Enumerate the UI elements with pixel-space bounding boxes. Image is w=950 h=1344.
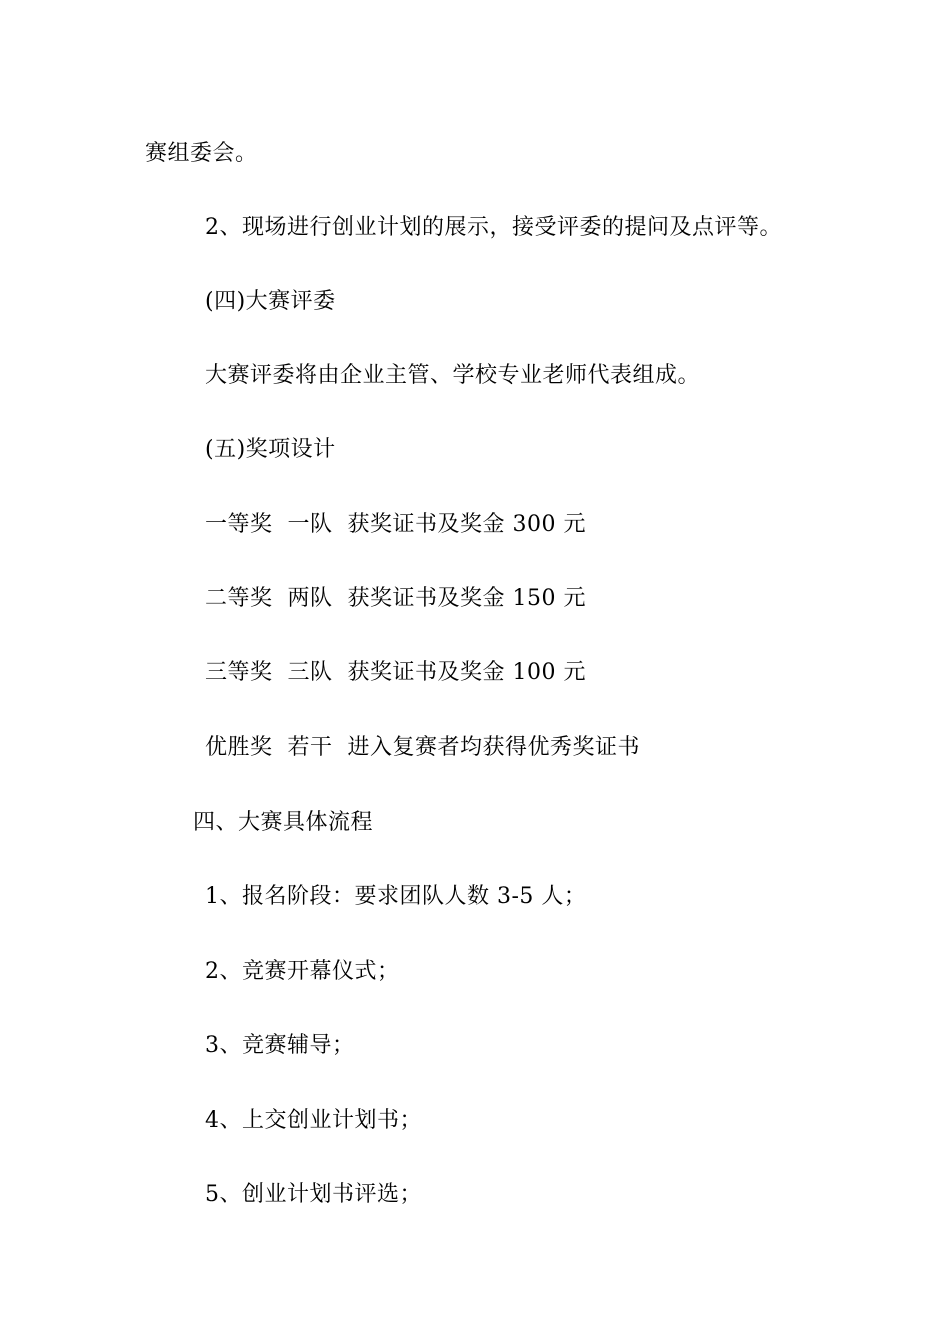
award-line-first-prize: 一等奖 一队 获奖证书及奖金 300 元 — [205, 512, 586, 537]
process-step-3: 3、竞赛辅导； — [205, 1033, 355, 1058]
section-heading-process: 四、大赛具体流程 — [193, 810, 374, 835]
award-line-third-prize: 三等奖 三队 获奖证书及奖金 100 元 — [205, 660, 586, 685]
process-step-2: 2、竞赛开幕仪式； — [205, 959, 400, 984]
text-line-judges-composition: 大赛评委将由企业主管、学校专业老师代表组成。 — [205, 363, 701, 388]
award-line-second-prize: 二等奖 两队 获奖证书及奖金 150 元 — [205, 586, 586, 611]
award-line-merit-prize: 优胜奖 若干 进入复赛者均获得优秀奖证书 — [205, 735, 640, 760]
section-heading-awards: (五)奖项设计 — [205, 437, 336, 462]
section-heading-judges: (四)大赛评委 — [205, 289, 336, 314]
text-line-continuation: 赛组委会。 — [145, 141, 258, 166]
process-step-4: 4、上交创业计划书； — [205, 1108, 422, 1133]
process-step-1: 1、报名阶段：要求团队人数 3-5 人； — [205, 884, 587, 909]
text-line-item-2-presentation: 2、现场进行创业计划的展示，接受评委的提问及点评等。 — [205, 215, 782, 240]
process-step-5: 5、创业计划书评选； — [205, 1182, 422, 1207]
